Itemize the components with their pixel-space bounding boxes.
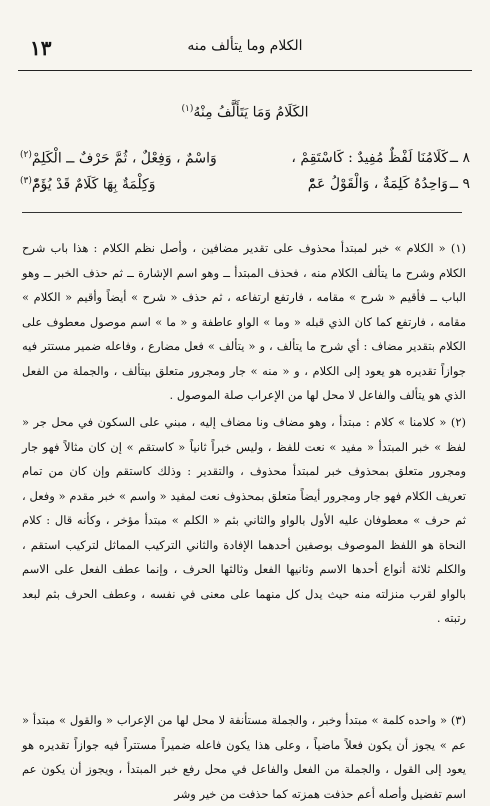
verse-second-hemistich-text: وَكِلْمَةٌ بِهَا كَلَامٌ قَدْ يُؤَمّْ bbox=[31, 176, 156, 193]
verse-footnote-ref: (٢) bbox=[20, 150, 32, 160]
footnote-label: (٣) bbox=[450, 713, 466, 727]
verse-first-hemistich: كَلَامُنَا لَفْظٌ مُفِيدٌ : كَاسْتَقِمْ ، bbox=[291, 150, 448, 166]
footnote-label: (٢) bbox=[450, 415, 466, 429]
running-head bbox=[22, 36, 468, 66]
footnote-label: (١) bbox=[450, 241, 466, 255]
verse-second-hemistich-text: وَاسْمٌ ، وَفِعْلٌ ، ثُمَّ حَرْفٌ ــ الْكَلِمْ bbox=[31, 150, 217, 167]
section-title-text: الكَلَامُ وَمَا يَتَأَلَّفُ مِنْهُ bbox=[193, 104, 309, 121]
verse-second-hemistich bbox=[20, 176, 155, 193]
verse-line bbox=[20, 176, 470, 200]
verse-number: ٩ ــ bbox=[449, 176, 470, 192]
footnote-text: « الكلام » خبر لمبتدأ محذوف على تقدير مضافين ، وأصل نظم الكلام : هذا باب شرح الكلام وشرح ما يتألف الكلام منه ، فحذف المبتدأ ــ وهو اسم الإشارة ــ ثم حذف الخبر ــ وهو الباب ــ فأقيم « شرح » مقامه ، فارتفع ارتفاعه ، ثم حذف « شرح » أيضاً وأقيم « الكلام » مقامه ، فارتفع كما كان الذي قبله « وما » الواو عاطفة و « ما » اسم موصول معطوف على الكلام بتقدير مضاف : أي شرح ما يتألف ، و « يتألف » فعل مضارع ، وفاعله ضمير مستتر فيه جوازاً تقديره هو يعود إلى الكلام ، و « منه » جار ومجرور متعلق بيتألف ، والجملة من الفعل الذي هو يتألف والفاعل لا محل لها من الإعراب صلة الموصول . bbox=[22, 241, 466, 402]
footnote bbox=[22, 236, 466, 402]
page-number: ١٣ bbox=[30, 36, 52, 60]
verse-number: ٨ ــ bbox=[449, 150, 470, 166]
verse-line bbox=[20, 150, 470, 174]
verse-second-hemistich bbox=[20, 150, 217, 167]
footnote-text: « واحده كلمة » مبتدأ وخبر ، والجملة مستأنفة لا محل لها من الإعراب « والقول » مبتدأ « عم » يجوز أن يكون فعلاً ماضياً ، وعلى هذا يكون فاعله ضميراً مستتراً فيه جوازاً تقديره هو يعود إلى القول ، والجملة من الفعل والفاعل في محل رفع خبر المبتدأ ، ويجوز أن يكون عم اسم تفضيل وأصله أعم حذفت همزته كما حذفت من خير وشر bbox=[22, 713, 466, 801]
running-title: الكلام وما يتألف منه bbox=[187, 38, 303, 54]
footnote bbox=[22, 708, 466, 800]
section-footnote-ref: (١) bbox=[181, 104, 194, 114]
footnote-divider bbox=[22, 212, 462, 213]
header-rule bbox=[18, 70, 472, 71]
section-title bbox=[0, 104, 490, 121]
verse-footnote-ref: (٣) bbox=[20, 176, 32, 186]
verse-first-hemistich: وَاحِدُهُ كَلِمَةٌ ، وَالْقَوْلُ عَمّْ bbox=[307, 176, 448, 192]
footnote-text: « كلامنا » كلام : مبتدأ ، وهو مضاف ونا مضاف إليه ، مبني على السكون في محل جر « لفظ » خبر المبتدأ « مفيد » نعت للفظ ، وليس خبراً ثانياً « كاستقم » إن كان مثالاً فهو جار ومجرور متعلق بمحذوف خبر لمبتدأ محذوف ، والتقدير : وذلك كاستقم وإن كان من تمام تعريف الكلام فهو جار ومجرور أيضاً متعلق بمحذوف نعت لمفيد « واسم » خبر مقدم « وفعل ، ثم حرف » معطوفان عليه الأول بالواو والثاني بثم « الكلم » مبتدأ مؤخر ، وكأنه قال : كلام النحاة هو اللفظ الموصوف بوصفين أحدهما الإفادة والثاني التركيب المماثل لتركيب استقم ، والكلم ثلاثة أنواع أحدها الاسم وثانيها الفعل وثالثها الحرف ، وإنما عطف الفعل على الاسم بالواو لقرب منزلته منه حيث يدل كل منهما على معنى في نفسه ، وعطف الحرف بثم لبعد رتبته . bbox=[22, 415, 466, 625]
footnote bbox=[22, 410, 466, 700]
